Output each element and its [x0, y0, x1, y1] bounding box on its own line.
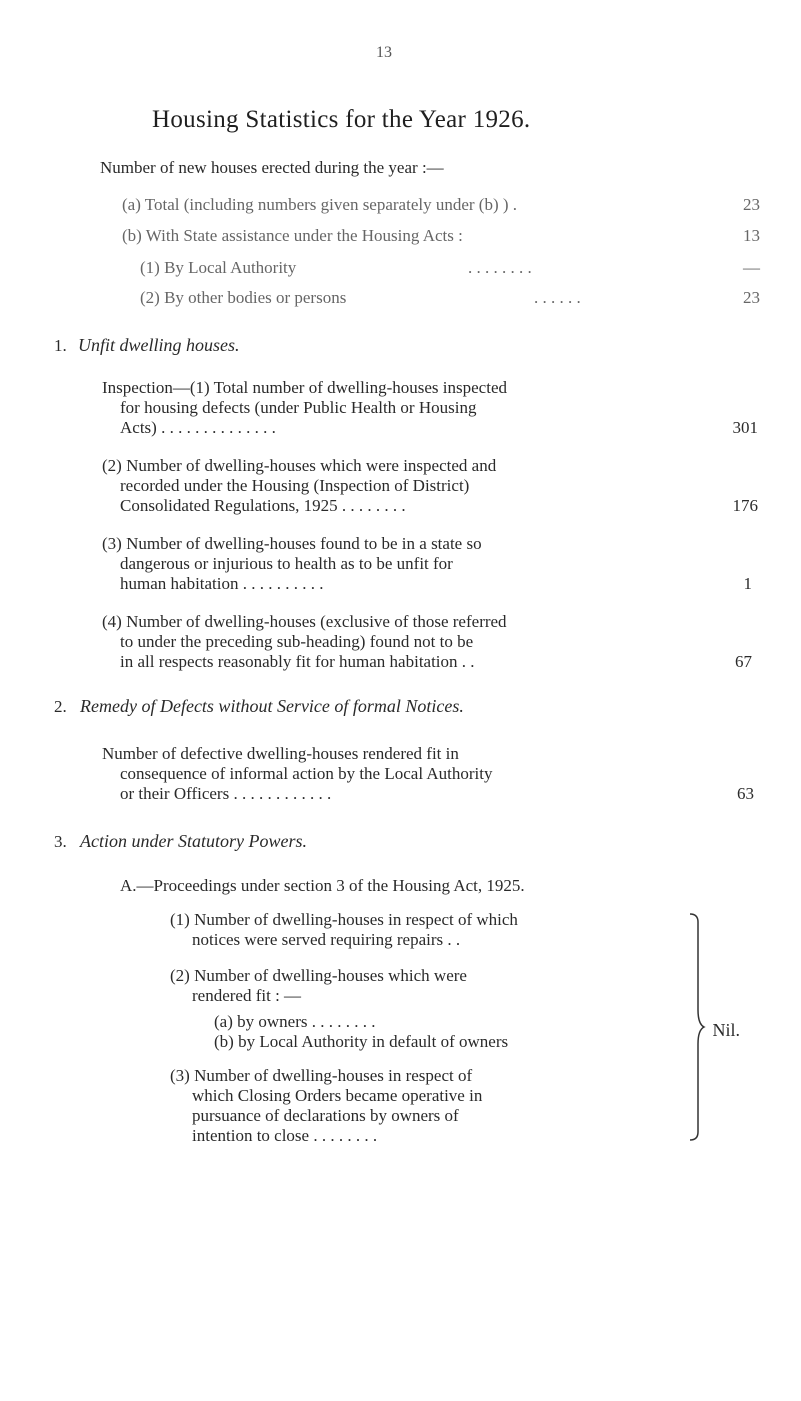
s1-item4-value: 67 — [735, 652, 752, 671]
s1-item4-line2: to under the preceding sub-heading) found not to be — [120, 632, 474, 651]
s1-item3-line3: human habitation . . . . . . . . . . — [120, 574, 324, 593]
s3-p3-line3: pursuance of declarations by owners of — [192, 1106, 459, 1125]
s1-item1-line3: Acts) . . . . . . . . . . . . . . — [120, 418, 276, 437]
erected-a-label: (a) Total (including numbers given separately under (b) ) . — [122, 195, 518, 214]
erected-b2-dots: . . . . . . — [534, 288, 581, 307]
s3-subheading-a: A.—Proceedings under section 3 of the Housing Act, 1925. — [120, 876, 525, 895]
s1-item3-line2: dangerous or injurious to health as to be unfit for — [120, 554, 453, 573]
s3-p2-line2: rendered fit : — — [192, 986, 302, 1005]
page-title: Housing Statistics for the Year 1926. — [152, 106, 531, 133]
section-2-heading: Remedy of Defects without Service of formal Notices. — [80, 696, 464, 716]
erected-b-label: (b) With State assistance under the Housing Acts : — [122, 226, 463, 245]
s2-line3: or their Officers . . . . . . . . . . . . — [120, 784, 332, 803]
erected-b1-value: — — [743, 258, 760, 277]
s1-item2-line1: (2) Number of dwelling-houses which were inspected and — [102, 456, 497, 475]
s3-p3-line1: (3) Number of dwelling-houses in respect of — [170, 1066, 473, 1085]
s3-p2a: (a) by owners . . . . . . . . — [214, 1012, 376, 1031]
erected-b1-label: (1) By Local Authority — [140, 258, 297, 277]
s1-item2-line3: Consolidated Regulations, 1925 . . . . . . . . — [120, 496, 406, 515]
page-number: 13 — [376, 44, 392, 61]
s3-p1-line1: (1) Number of dwelling-houses in respect of which — [170, 910, 518, 929]
erected-b-value: 13 — [743, 226, 760, 245]
s3-p3-line2: which Closing Orders became operative in — [192, 1086, 483, 1105]
s1-item4-line1: (4) Number of dwelling-houses (exclusive of those referred — [102, 612, 507, 631]
s2-line1: Number of defective dwelling-houses rendered fit in — [102, 744, 459, 763]
section-3-heading: Action under Statutory Powers. — [80, 831, 307, 851]
s1-item3-line1: (3) Number of dwelling-houses found to be in a state so — [102, 534, 482, 553]
section-3-number: 3. — [54, 832, 67, 851]
erected-b1-dots: . . . . . . . . — [468, 258, 532, 277]
s2-value: 63 — [737, 784, 754, 803]
s3-p2-line1: (2) Number of dwelling-houses which were — [170, 966, 467, 985]
s3-value: Nil. — [712, 1020, 740, 1040]
s1-item1-line1: Inspection—(1) Total number of dwelling-houses inspected — [102, 378, 507, 397]
s1-item2-line2: recorded under the Housing (Inspection of District) — [120, 476, 470, 495]
erected-a-value: 23 — [743, 195, 760, 214]
s1-item2-value: 176 — [732, 496, 758, 515]
s2-line2: consequence of informal action by the Local Authority — [120, 764, 493, 783]
s1-item4-line3: in all respects reasonably fit for human habitation . . — [120, 652, 475, 671]
section-1-number: 1. — [54, 336, 67, 355]
intro-line: Number of new houses erected during the year :— — [100, 158, 444, 177]
s3-p2b: (b) by Local Authority in default of owners — [214, 1032, 509, 1051]
s3-p1-line2: notices were served requiring repairs . . — [192, 930, 461, 949]
section-1-heading: Unfit dwelling houses. — [78, 335, 240, 355]
erected-b2-value: 23 — [743, 288, 760, 307]
erected-b2-label: (2) By other bodies or persons — [140, 288, 347, 307]
section-2-number: 2. — [54, 697, 67, 716]
s1-item1-line2: for housing defects (under Public Health or Housing — [120, 398, 477, 417]
s1-item1-value: 301 — [732, 418, 758, 437]
s3-p3-line4: intention to close . . . . . . . . — [192, 1126, 378, 1145]
s1-item3-value: 1 — [743, 574, 752, 593]
